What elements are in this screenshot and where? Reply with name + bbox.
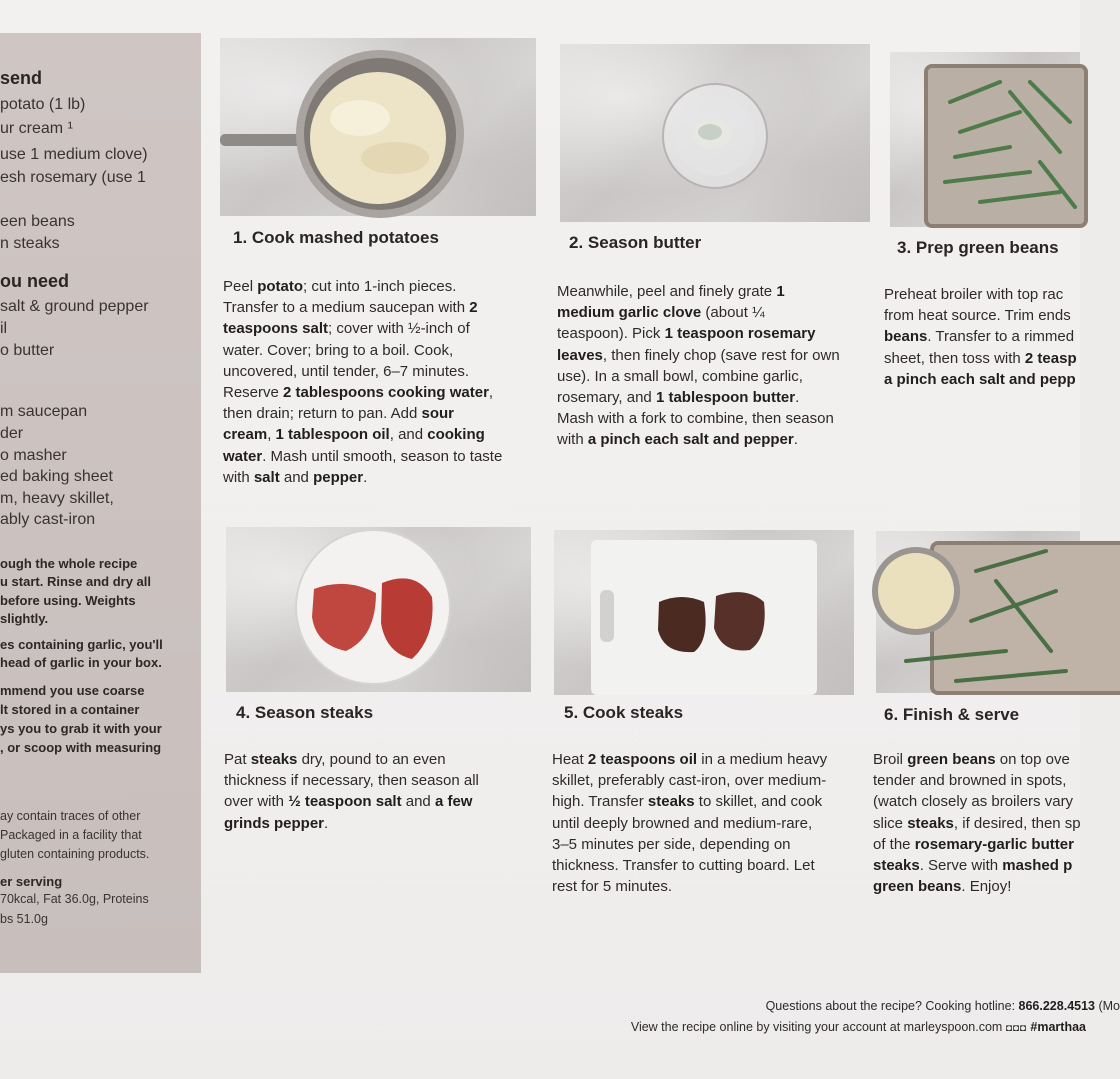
- instruction-line: slice steaks, if desired, then sp: [873, 814, 1081, 832]
- nutrition-info: bs 51.0g: [0, 912, 48, 926]
- tip-line: , or scoop with measuring: [0, 740, 162, 755]
- instruction-line: medium garlic clove (about ¼: [557, 304, 765, 322]
- step-instructions: [552, 749, 827, 897]
- tip-line: lt stored in a container: [0, 702, 140, 717]
- tip-line: head of garlic in your box.: [0, 655, 162, 670]
- instruction-line: water. Mash until smooth, season to taste: [223, 447, 503, 465]
- step-instructions: [873, 749, 1081, 897]
- instruction-line: Transfer to a medium saucepan with 2: [223, 299, 478, 317]
- instruction-line: uncovered, until tender, 6–7 minutes.: [223, 362, 469, 380]
- hotline-phone[interactable]: 866.228.4513: [1018, 999, 1095, 1013]
- instruction-line: Mash with a fork to combine, then season: [557, 410, 834, 428]
- pantry-item: il: [0, 320, 8, 337]
- step-title: 2. Season butter: [569, 233, 702, 252]
- tip-line: ys you to grab it with your: [0, 721, 162, 736]
- raw-steaks-plate-illustration: [226, 527, 531, 692]
- instruction-line: grinds pepper.: [224, 814, 329, 832]
- step-instructions: [224, 749, 479, 834]
- potato-pot-illustration: [220, 38, 536, 216]
- ingredient-item: ur cream ¹: [0, 120, 73, 137]
- nutrition-heading: er serving: [0, 874, 63, 889]
- instruction-line: Peel potato; cut into 1-inch pieces.: [223, 278, 457, 295]
- cutting-board-illustration: [554, 530, 854, 695]
- step-title: 5. Cook steaks: [564, 703, 684, 722]
- instruction-line: cream, 1 tablespoon oil, and cooking: [223, 426, 485, 444]
- allergy-note: gluten containing products.: [0, 847, 150, 861]
- photo-season-butter: [560, 44, 870, 222]
- step-instructions: [223, 276, 502, 488]
- tip-line: ough the whole recipe: [0, 556, 138, 571]
- pantry-item: o butter: [0, 342, 55, 359]
- instruction-line: Meanwhile, peel and finely grate 1: [557, 283, 785, 300]
- tip-line: mmend you use coarse: [0, 683, 145, 698]
- instruction-line: with a pinch each salt and pepper.: [557, 431, 798, 449]
- tip-line: es containing garlic, you'll: [0, 637, 163, 652]
- hotline-tail: (Mo: [1095, 999, 1120, 1013]
- ingredients-sidebar: [0, 33, 201, 973]
- tip-line: u start. Rinse and dry all: [0, 574, 151, 589]
- online-text: View the recipe online by visiting your account at marleyspoon.com: [630, 1020, 1006, 1034]
- step-title: 1. Cook mashed potatoes: [233, 228, 439, 247]
- step-title: 6. Finish & serve: [884, 705, 1020, 724]
- instruction-line: teaspoon). Pick 1 teaspoon rosemary: [557, 325, 816, 343]
- instruction-line: Broil green beans on top ove: [873, 751, 1070, 768]
- ingredient-item: esh rosemary (use 1: [0, 169, 146, 186]
- instruction-line: (watch closely as broilers vary: [873, 793, 1074, 811]
- social-icons[interactable]: ◘◘◘: [1005, 1023, 1027, 1034]
- footer-online: [631, 1020, 1086, 1034]
- ingredient-item: potato (1 lb): [0, 96, 86, 113]
- photo-finish-serve: [876, 531, 1080, 693]
- step-instructions: [884, 284, 1077, 390]
- tool-item: der: [0, 425, 24, 442]
- instruction-line: from heat source. Trim ends: [884, 307, 1071, 325]
- tool-item: o masher: [0, 447, 67, 464]
- step-title: 4. Season steaks: [236, 703, 374, 722]
- allergy-note: Packaged in a facility that: [0, 828, 142, 842]
- instruction-line: skillet, preferably cast-iron, over medium-: [552, 772, 827, 790]
- finished-dish-illustration: [876, 531, 1080, 693]
- pantry-item: salt & ground pepper: [0, 298, 149, 315]
- photo-cook-steaks: [554, 530, 854, 695]
- sidebar-heading-send: send: [0, 68, 43, 88]
- instruction-line: thickness. Transfer to cutting board. Let: [552, 857, 815, 875]
- instruction-line: of the rosemary-garlic butter: [873, 835, 1074, 853]
- allergy-note: ay contain traces of other: [0, 809, 141, 823]
- instruction-line: steaks. Serve with mashed p: [873, 857, 1073, 875]
- photo-green-beans: [890, 52, 1080, 227]
- tip-line: slightly.: [0, 611, 49, 626]
- tool-item: m saucepan: [0, 403, 88, 420]
- instruction-line: until deeply browned and medium-rare,: [552, 814, 813, 832]
- instruction-line: Reserve 2 tablespoons cooking water,: [223, 384, 494, 402]
- instruction-line: use). In a small bowl, combine garlic,: [557, 367, 803, 385]
- tool-item: ed baking sheet: [0, 468, 113, 485]
- tool-item: m, heavy skillet,: [0, 490, 114, 507]
- instruction-line: Heat 2 teaspoons oil in a medium heavy: [552, 751, 828, 768]
- instruction-line: teaspoons salt; cover with ½-inch of: [223, 320, 470, 338]
- ingredient-item: use 1 medium clove): [0, 146, 148, 163]
- instruction-line: tender and browned in spots,: [873, 772, 1067, 790]
- photo-mashed-potatoes: [220, 38, 536, 216]
- ingredient-item: een beans: [0, 213, 75, 230]
- instruction-line: rosemary, and 1 tablespoon butter.: [557, 389, 800, 407]
- instruction-line: Pat steaks dry, pound to an even: [224, 751, 446, 768]
- sidebar-heading-you-need: ou need: [0, 271, 70, 291]
- ingredient-item: n steaks: [0, 235, 60, 252]
- green-beans-tray-illustration: [890, 52, 1080, 227]
- step-instructions: [557, 281, 840, 451]
- photo-season-steaks: [226, 527, 531, 692]
- instruction-line: beans. Transfer to a rimmed: [884, 328, 1075, 346]
- instruction-line: water. Cover; bring to a boil. Cook,: [223, 341, 454, 359]
- tool-item: ably cast-iron: [0, 511, 96, 528]
- instruction-line: over with ½ teaspoon salt and a few: [224, 793, 473, 811]
- nutrition-info: 70kcal, Fat 36.0g, Proteins: [0, 892, 149, 906]
- footer-hotline: [766, 999, 1120, 1013]
- instruction-line: high. Transfer steaks to skillet, and cook: [552, 793, 823, 811]
- step-title: 3. Prep green beans: [897, 238, 1059, 257]
- instruction-line: rest for 5 minutes.: [552, 878, 673, 896]
- instruction-line: green beans. Enjoy!: [873, 878, 1012, 896]
- hashtag[interactable]: #marthaa: [1026, 1020, 1086, 1034]
- hotline-text: Questions about the recipe? Cooking hotline:: [765, 999, 1019, 1013]
- instruction-line: with salt and pepper.: [223, 468, 368, 486]
- tip-line: before using. Weights: [0, 593, 136, 608]
- instruction-line: Preheat broiler with top rac: [884, 286, 1064, 303]
- instruction-line: 3–5 minutes per side, depending on: [552, 835, 791, 853]
- instruction-line: a pinch each salt and pepp: [884, 370, 1076, 388]
- instruction-line: then drain; return to pan. Add sour: [223, 405, 454, 423]
- butter-bowl-illustration: [560, 44, 870, 222]
- instruction-line: thickness if necessary, then season all: [224, 772, 479, 790]
- instruction-line: leaves, then finely chop (save rest for own: [557, 346, 840, 364]
- instruction-line: sheet, then toss with 2 teasp: [884, 349, 1077, 367]
